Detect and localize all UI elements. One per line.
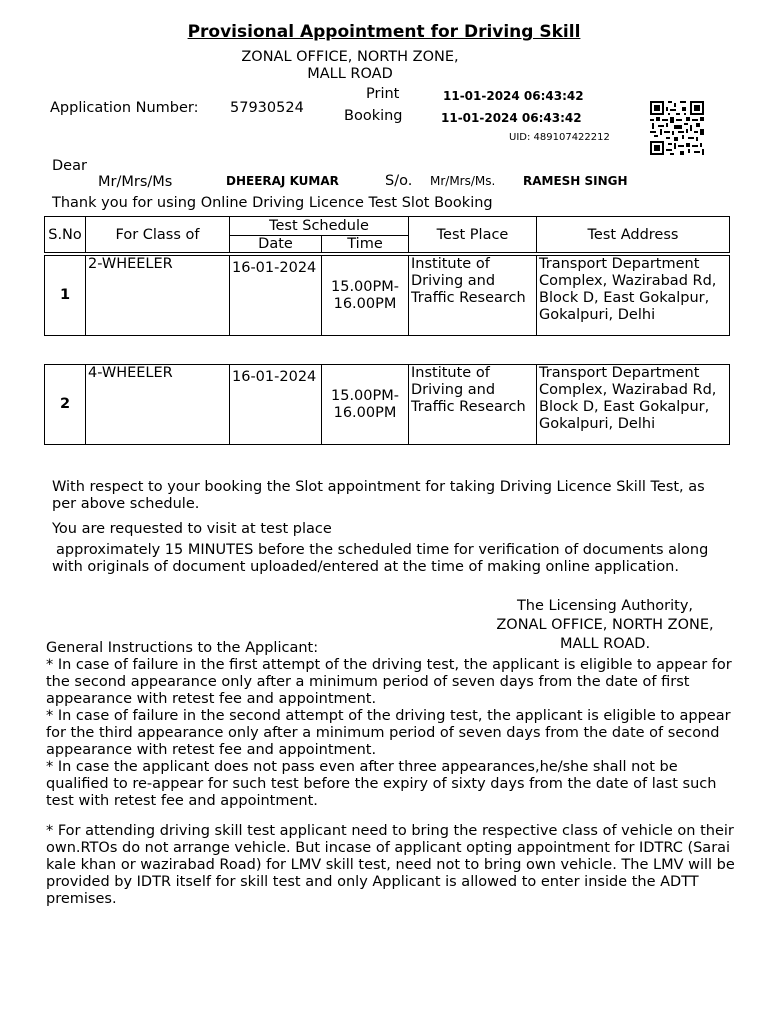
cell-test-place: Institute of Driving and Traffic Research — [409, 256, 537, 336]
cell-time: 15.00PM-16.00PM — [322, 365, 409, 445]
header-class: For Class of — [86, 217, 230, 253]
cell-class: 4-WHEELER — [86, 365, 230, 445]
thank-you-text: Thank you for using Online Driving Licence Test Slot Booking — [52, 195, 493, 211]
vehicle-note: * For attending driving skill test applicant need to bring the respective class of vehicle on their own.RTOs do not arrange vehicle. But incase of applicant opting appointment for IDTRC (Sarai kale khan or wazirabad Road) for LMV skill test, need not to bring own vehicle. The LMV will be provided by IDTR itself for skill test and only Applicant is allowed to enter inside the ADTT premises. — [46, 823, 735, 907]
instruction-item: * In case of failure in the first attempt of the driving test, the applicant is eligible to appear for the second appearance only after a minimum period of seven days from the date of first appearance with retest fee and appointment. — [46, 657, 732, 707]
cell-date: 16-01-2024 — [230, 365, 322, 445]
qr-code-icon — [650, 101, 704, 155]
authority-line-3: MALL ROAD. — [559, 636, 651, 652]
instructions-heading: General Instructions to the Applicant: — [46, 640, 319, 656]
print-datetime: 11-01-2024 06:43:42 — [443, 89, 584, 103]
booking-datetime: 11-01-2024 06:43:42 — [441, 111, 582, 125]
authority-line-2: ZONAL OFFICE, NORTH ZONE, — [496, 617, 714, 633]
header-test-place: Test Place — [409, 217, 537, 253]
uid-text: UID: 489107422212 — [509, 132, 610, 143]
son-of-label: S/o. — [385, 173, 413, 189]
page-title: Provisional Appointment for Driving Skill — [187, 22, 581, 42]
header-time: Time — [322, 236, 409, 253]
header-test-address: Test Address — [537, 217, 730, 253]
cell-class: 2-WHEELER — [86, 256, 230, 336]
cell-test-address: Transport Department Complex, Wazirabad Rd, Block D, East Gokalpur, Gokalpuri, Delhi — [537, 256, 730, 336]
cell-sno: 1 — [45, 256, 86, 336]
print-label: Print — [366, 86, 400, 102]
dear-text: Dear — [52, 158, 87, 174]
cell-time: 15.00PM-16.00PM — [322, 256, 409, 336]
table-row — [44, 364, 730, 445]
father-title: Mr/Mrs/Ms. — [430, 174, 496, 188]
application-number-value: 57930524 — [230, 100, 304, 116]
instruction-item: * In case the applicant does not pass even after three appearances,he/she shall not be qualified to re-appear for such test before the expiry of sixty days from the date of last such test with retest fee and appointment. — [46, 759, 717, 809]
respect-paragraph: With respect to your booking the Slot appointment for taking Driving Licence Skill Test, as per above schedule. — [52, 479, 705, 512]
authority-line-1: The Licensing Authority, — [516, 598, 694, 614]
visit-paragraph: You are requested to visit at test place — [52, 521, 332, 537]
header-date: Date — [230, 236, 322, 253]
father-name: RAMESH SINGH — [523, 174, 628, 188]
header-sno: S.No — [45, 217, 86, 253]
booking-label: Booking — [344, 108, 403, 124]
application-number-label: Application Number: — [50, 100, 199, 116]
office-line-1: ZONAL OFFICE, NORTH ZONE, — [241, 49, 459, 65]
applicant-name: DHEERAJ KUMAR — [226, 174, 339, 188]
office-line-2: MALL ROAD — [307, 66, 393, 82]
applicant-title: Mr/Mrs/Ms — [98, 174, 173, 190]
approx-paragraph: approximately 15 MINUTES before the scheduled time for verification of documents along with originals of document uploaded/entered at the time of making online application. — [52, 542, 709, 575]
general-instructions — [46, 640, 736, 810]
cell-test-place: Institute of Driving and Traffic Research — [409, 365, 537, 445]
instruction-item: * In case of failure in the second attempt of the driving test, the applicant is eligible to appear for the third appearance only after a minimum period of seven days from the date of second appearance with retest fee and appointment. — [46, 708, 731, 758]
cell-sno: 2 — [45, 365, 86, 445]
office-header — [225, 49, 475, 83]
cell-test-address: Transport Department Complex, Wazirabad Rd, Block D, East Gokalpur, Gokalpuri, Delhi — [537, 365, 730, 445]
schedule-table-header — [44, 216, 730, 253]
table-row — [44, 255, 730, 336]
header-test-schedule: Test Schedule — [230, 217, 409, 236]
cell-date: 16-01-2024 — [230, 256, 322, 336]
